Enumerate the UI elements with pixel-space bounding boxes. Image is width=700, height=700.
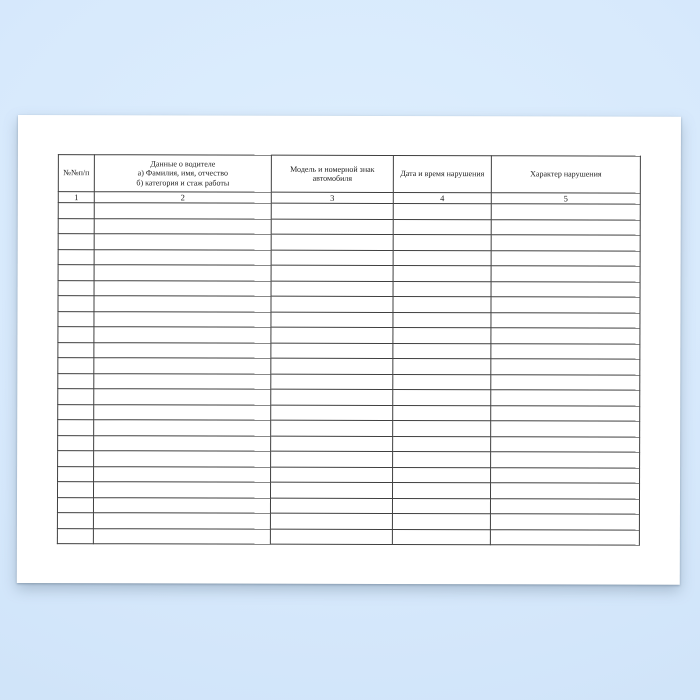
empty-cell [58,420,94,436]
empty-cell [491,421,640,437]
empty-cell [94,451,271,467]
empty-cell [491,390,640,406]
empty-cell [270,529,392,545]
empty-cell [270,482,392,498]
empty-cell [94,234,271,250]
empty-cell [491,467,640,483]
empty-cell [490,514,639,530]
empty-cell [393,281,491,297]
empty-cell [58,311,94,327]
column-header-1 [58,155,94,192]
empty-cell [393,296,491,312]
empty-cell [58,358,94,374]
empty-cell [392,529,490,545]
empty-cell [94,435,271,451]
empty-cell [271,219,393,235]
empty-cell [491,235,640,251]
empty-cell [491,250,640,266]
empty-cell [58,466,94,482]
empty-cell [393,436,491,452]
table-row [58,420,640,437]
empty-cell [271,327,393,343]
empty-cell [271,389,393,405]
table-row [58,249,640,266]
empty-cell [58,296,94,312]
empty-cell [393,203,491,219]
empty-cell [271,467,393,483]
empty-cell [94,218,271,234]
empty-cell [271,234,393,250]
empty-cell [271,203,393,219]
empty-cell [393,451,491,467]
empty-cell [393,250,491,266]
column-number-3: 3 [271,192,393,203]
empty-cell [58,327,94,343]
empty-cell [58,373,94,389]
empty-cell [58,249,94,265]
empty-cell [393,405,491,421]
table-row [58,435,640,452]
empty-cell [491,297,640,313]
empty-cell [393,358,491,374]
table-row [57,497,639,514]
empty-cell [393,389,491,405]
empty-cell [271,420,393,436]
empty-cell [271,436,393,452]
document-sheet [17,115,681,585]
empty-cell [94,296,271,312]
column-number-1: 1 [58,192,94,203]
empty-cell [271,358,393,374]
empty-cell [58,389,94,405]
column-header-line: автомобиля [312,173,353,183]
empty-cell [58,265,94,281]
empty-cell [491,405,640,421]
column-header-4 [393,155,491,192]
empty-cell [491,343,640,359]
column-header-line: Данные о водителе [150,159,216,169]
empty-rows [57,203,640,546]
empty-cell [491,219,640,235]
empty-cell [93,497,270,513]
empty-cell [94,342,271,358]
empty-cell [93,482,270,498]
empty-cell [94,404,271,420]
empty-cell [393,420,491,436]
empty-cell [94,466,271,482]
empty-cell [491,452,640,468]
empty-cell [393,327,491,343]
empty-cell [271,312,393,328]
column-header-5 [491,156,640,193]
empty-cell [94,203,271,219]
empty-cell [271,451,393,467]
header-row [58,155,640,194]
empty-cell [393,467,491,483]
empty-cell [271,374,393,390]
empty-cell [491,266,640,282]
empty-cell [58,203,94,219]
empty-cell [393,374,491,390]
empty-cell [490,529,639,545]
table-row [58,280,640,297]
empty-cell [491,204,640,220]
table-row [57,528,639,545]
empty-cell [393,265,491,281]
empty-cell [490,483,639,499]
column-header-line: а) Фамилия, имя, отчество [137,168,229,178]
empty-cell [57,482,93,498]
empty-cell [93,513,270,529]
table-row [58,451,640,468]
table-row [57,513,639,530]
column-header-line: Модель и номерной знак [290,164,375,174]
table-row [58,218,640,235]
empty-cell [57,513,93,529]
empty-cell [491,374,640,390]
table-row [58,265,640,282]
empty-cell [58,435,94,451]
empty-cell [393,234,491,250]
empty-cell [491,328,640,344]
empty-cell [58,218,94,234]
empty-cell [271,265,393,281]
table-row [58,311,640,328]
empty-cell [392,513,490,529]
empty-cell [491,359,640,375]
empty-cell [58,451,94,467]
empty-cell [393,312,491,328]
column-number-5: 5 [491,193,640,204]
empty-cell [94,358,271,374]
empty-cell [271,405,393,421]
column-number-4: 4 [393,192,491,203]
table-header [58,155,640,205]
empty-cell [93,528,270,544]
empty-cell [57,528,93,544]
column-number-2: 2 [94,192,271,203]
empty-cell [94,249,271,265]
table-row [58,327,640,344]
column-header-2 [94,155,271,192]
empty-cell [393,343,491,359]
empty-cell [393,219,491,235]
empty-cell [94,373,271,389]
table-row [58,373,640,390]
empty-cell [271,296,393,312]
empty-cell [94,265,271,281]
violations-log-table [57,154,641,546]
empty-cell [270,498,392,514]
column-header-line: Характер нарушения [530,169,602,179]
empty-cell [271,343,393,359]
empty-cell [392,482,490,498]
table-row [58,404,640,421]
empty-cell [94,389,271,405]
empty-cell [58,342,94,358]
table-row [58,466,640,483]
empty-cell [271,250,393,266]
empty-cell [271,281,393,297]
empty-cell [57,497,93,513]
empty-cell [491,436,640,452]
empty-cell [270,513,392,529]
column-header-line: Дата и время нарушения [400,169,485,179]
empty-cell [94,311,271,327]
empty-cell [94,420,271,436]
empty-cell [58,280,94,296]
empty-cell [94,280,271,296]
column-header-line: б) категория и стаж работы [136,178,230,188]
empty-cell [58,234,94,250]
table-row [58,234,640,251]
table-row [58,342,640,359]
empty-cell [392,498,490,514]
column-header-line: №№п/п [63,168,90,178]
table-row [58,358,640,375]
empty-cell [491,312,640,328]
empty-cell [94,327,271,343]
column-header-3 [271,155,393,192]
table-row [58,296,640,313]
empty-cell [58,404,94,420]
empty-cell [490,498,639,514]
table-row [58,203,640,220]
empty-cell [491,281,640,297]
table-row [58,389,640,406]
table-row [57,482,639,499]
